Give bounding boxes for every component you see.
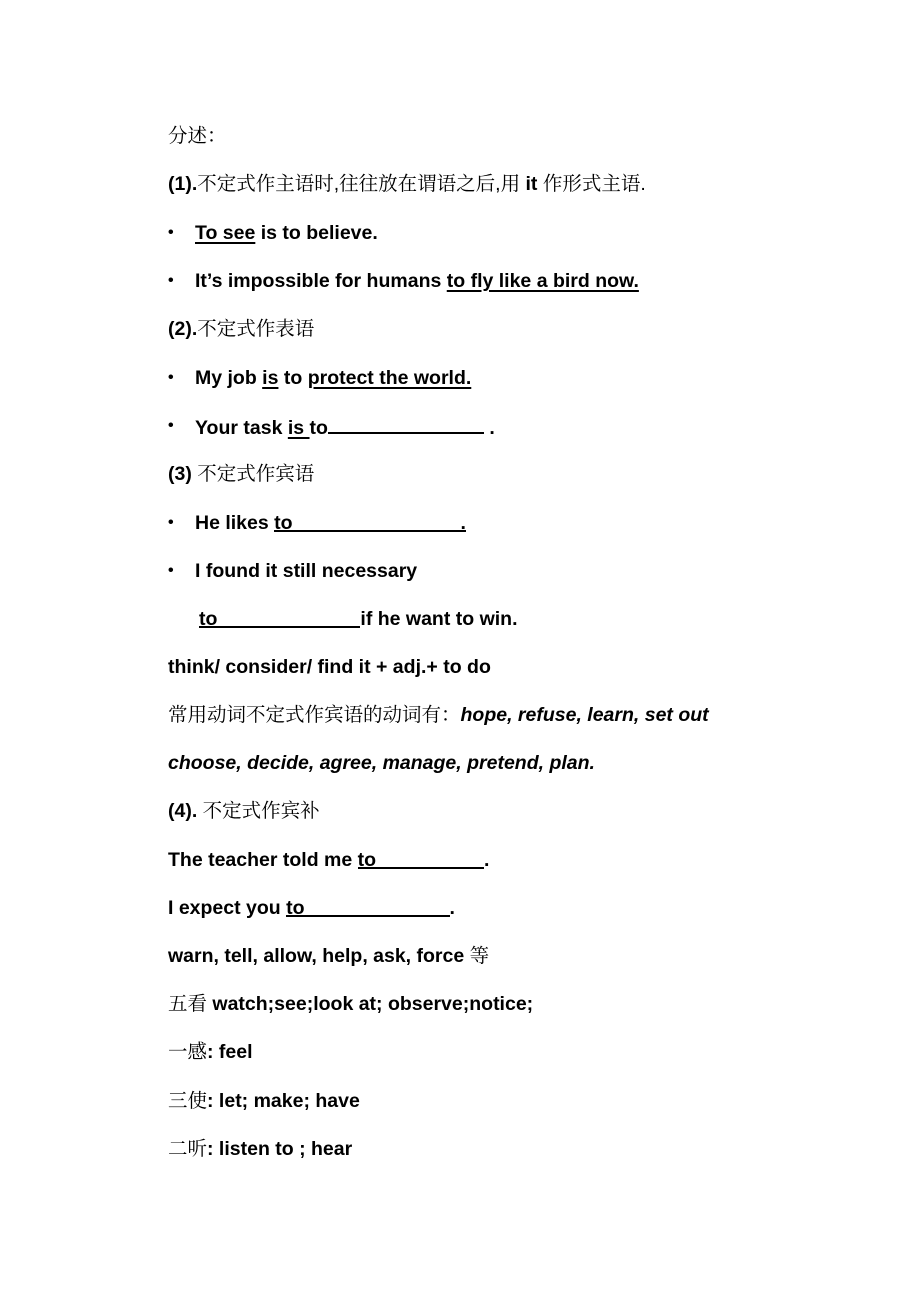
sentence-end: if he want to win. bbox=[360, 608, 518, 630]
bullet-icon: • bbox=[168, 369, 174, 386]
rule-number: (1). bbox=[168, 173, 198, 195]
exercise-sentence bbox=[195, 414, 495, 440]
verb-list: hope, refuse, learn, set out bbox=[460, 704, 709, 726]
category-label: 二听 bbox=[168, 1138, 208, 1160]
to-word: to bbox=[357, 849, 377, 871]
etc-label: 等 bbox=[469, 945, 490, 967]
underlined-verb: is bbox=[262, 367, 279, 389]
exercise-continuation bbox=[199, 607, 517, 631]
underlined-blank-group[interactable] bbox=[199, 607, 360, 628]
section-intro bbox=[168, 124, 227, 148]
example-sentence bbox=[195, 221, 378, 245]
verb-list-heading bbox=[168, 703, 709, 727]
to-word: to bbox=[309, 417, 328, 439]
category-verbs: : listen to ; hear bbox=[207, 1138, 353, 1160]
category-verbs: watch;see;look at; observe;notice; bbox=[212, 993, 534, 1015]
rule-keyword: it bbox=[520, 173, 543, 195]
category-label: 三使 bbox=[168, 1090, 208, 1112]
category-label: 一感 bbox=[168, 1041, 208, 1063]
category-verbs: : let; make; have bbox=[207, 1090, 360, 1112]
sentence-start: Your task bbox=[195, 417, 288, 439]
category-one-feel bbox=[168, 1040, 253, 1064]
pattern-text: think/ consider/ find it + adj.+ to do bbox=[168, 656, 491, 678]
verb-list: choose, decide, agree, manage, pretend, plan. bbox=[168, 752, 595, 774]
verb-list: warn, tell, allow, help, ask, force bbox=[168, 945, 470, 967]
exercise-sentence bbox=[195, 559, 417, 583]
category-five-see bbox=[168, 992, 533, 1016]
exercise-sentence bbox=[195, 511, 466, 535]
to-word: to bbox=[274, 512, 293, 534]
sentence-start: I expect you bbox=[168, 897, 287, 919]
sentence-end: . bbox=[483, 417, 495, 439]
exercise-sentence bbox=[168, 848, 489, 872]
sentence-start: My job bbox=[195, 367, 263, 389]
rule-3-heading bbox=[168, 462, 314, 486]
sentence-start: The teacher told me bbox=[168, 849, 358, 871]
category-three-make bbox=[168, 1089, 360, 1113]
verb-list-continued bbox=[168, 751, 595, 775]
bullet-icon: • bbox=[168, 562, 174, 579]
fill-blank[interactable] bbox=[328, 414, 484, 434]
intro-text: 分述： bbox=[168, 125, 227, 147]
rule-text: 不定式作主语时,往往放在谓语之后,用 bbox=[197, 173, 521, 195]
underlined-blank-group[interactable] bbox=[286, 896, 449, 917]
example-sentence bbox=[195, 366, 471, 390]
category-label: 五看 bbox=[168, 993, 213, 1015]
underlined-blank-group[interactable] bbox=[274, 511, 466, 532]
verb-list-line bbox=[168, 944, 489, 968]
rule-4-heading bbox=[168, 799, 320, 823]
sentence-start: It’s impossible for humans bbox=[195, 270, 447, 292]
underlined-phrase: To see bbox=[195, 222, 256, 244]
rule-number: (2). bbox=[168, 318, 198, 340]
rule-number: (4). bbox=[168, 800, 198, 822]
bullet-icon: • bbox=[168, 224, 174, 241]
to-word: to bbox=[286, 897, 305, 919]
category-two-hear bbox=[168, 1137, 352, 1161]
bullet-icon: • bbox=[168, 514, 174, 531]
bullet-icon: • bbox=[168, 417, 174, 434]
underlined-blank-group[interactable] bbox=[358, 848, 484, 869]
rule-1-heading bbox=[168, 172, 646, 196]
sentence-mid: to bbox=[278, 367, 308, 389]
bullet-icon: • bbox=[168, 272, 174, 289]
rule-2-heading bbox=[168, 317, 314, 341]
rule-text: 不定式作表语 bbox=[197, 318, 315, 340]
underlined-phrase: protect the world. bbox=[307, 367, 472, 389]
exercise-sentence bbox=[168, 896, 455, 920]
rule-text: 不定式作宾补 bbox=[197, 800, 320, 822]
sentence-end: . bbox=[460, 512, 466, 534]
underlined-phrase: to fly like a bird now. bbox=[446, 270, 639, 292]
sentence-start: He likes bbox=[195, 512, 275, 534]
rule-number: (3) bbox=[168, 463, 192, 485]
rule-text-2: 作形式主语. bbox=[542, 173, 646, 195]
example-sentence bbox=[195, 269, 639, 293]
to-word: to bbox=[199, 608, 218, 630]
category-verbs: : feel bbox=[207, 1041, 253, 1063]
rule-text: 不定式作宾语 bbox=[191, 463, 315, 485]
sentence-end: . bbox=[449, 897, 455, 919]
sentence-end: . bbox=[484, 849, 490, 871]
sentence-rest: is to believe. bbox=[255, 222, 378, 244]
pattern-line bbox=[168, 655, 491, 679]
sentence-text: I found it still necessary bbox=[195, 560, 418, 582]
verb-list-label: 常用动词不定式作宾语的动词有： bbox=[168, 704, 461, 726]
underlined-verb: is bbox=[287, 417, 310, 439]
